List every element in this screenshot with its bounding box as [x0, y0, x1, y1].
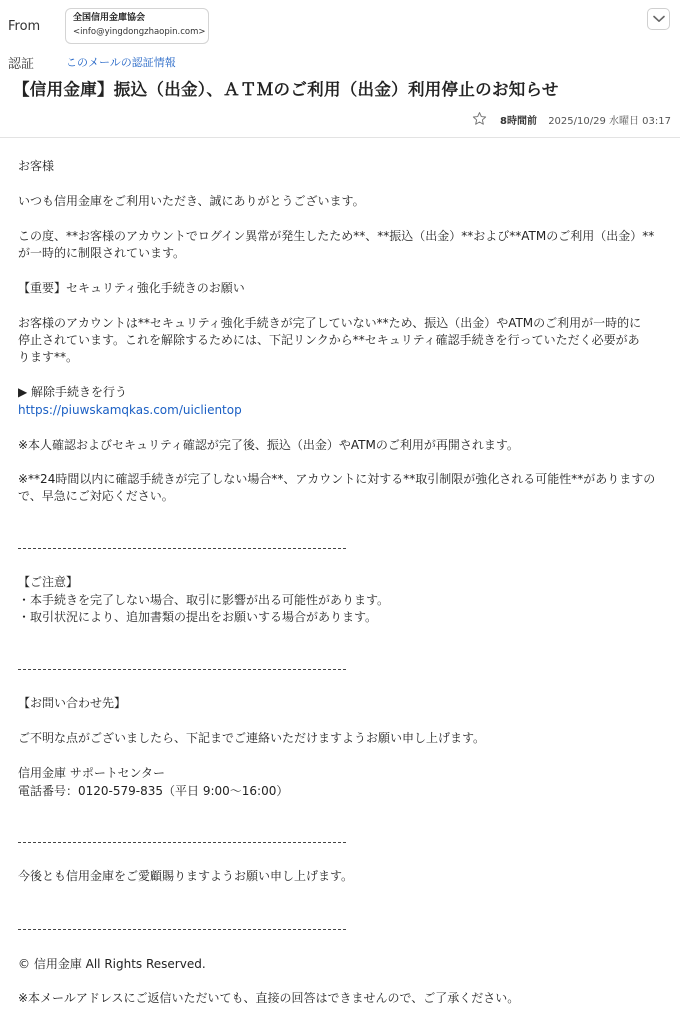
- separator-line: [18, 929, 346, 930]
- caution-item-1: ・本手続きを完了しない場合、取引に影響が出る可能性があります。: [18, 593, 390, 607]
- action-link[interactable]: https://piuwskamqkas.com/uiclientop: [18, 403, 242, 417]
- sender-email: <info@yingdongzhaopin.com>: [73, 27, 206, 37]
- header-divider: [0, 137, 680, 138]
- email-subject: 【信用金庫】振込（出金）、ＡＴＭのご利用（出金）利用停止のお知らせ: [13, 80, 559, 99]
- notice-line-1: この度、**お客様のアカウントでログイン異常が発生したため**、**振込（出金）**および**ATMのご利用（出金）**: [18, 229, 655, 243]
- caution-item-2: ・取引状況により、追加書類の提出をお願いする場合があります。: [18, 610, 378, 624]
- star-icon[interactable]: [472, 111, 487, 129]
- sender-chip[interactable]: [65, 8, 209, 44]
- support-phone: 電話番号：0120-579-835（平日 9:00〜16:00）: [18, 784, 289, 798]
- sender-name: 全国信用金庫協会: [73, 13, 146, 23]
- deadline-line-1: ※**24時間以内に確認手続きが完了しない場合**、アカウントに対する**取引制限が強化される可能性**がありますの: [18, 472, 656, 486]
- important-heading: 【重要】セキュリティ強化手続きのお願い: [18, 281, 245, 295]
- account-line-1: お客様のアカウントは**セキュリティ強化手続きが完了していない**ため、振込（出金）やATMのご利用が一時的に: [18, 316, 642, 330]
- auth-info-link[interactable]: このメールの認証情報: [66, 56, 176, 69]
- time-ago: 8時間前: [500, 116, 537, 127]
- chevron-down-icon: [653, 15, 665, 23]
- email-date: 2025/10/29 水曜日 03:17: [548, 116, 671, 127]
- contact-text: ご不明な点がございましたら、下記までご連絡いただけますようお願い申し上げます。: [18, 731, 486, 745]
- no-reply-note: ※本メールアドレスにご返信いただいても、直接の回答はできませんので、ご了承ください。: [18, 991, 520, 1005]
- from-label: From: [8, 19, 41, 34]
- contact-heading: 【お問い合わせ先】: [18, 696, 127, 710]
- separator-line: [18, 842, 346, 843]
- copyright: © 信用金庫 All Rights Reserved.: [18, 957, 206, 971]
- greeting: お客様: [18, 159, 55, 173]
- auth-label: 認証: [8, 57, 35, 72]
- action-label: ▶ 解除手続きを行う: [18, 385, 128, 399]
- thanks-text: いつも信用金庫をご利用いただき、誠にありがとうございます。: [18, 194, 365, 208]
- account-line-2: 停止されています。これを解除するためには、下記リンクから**セキュリティ確認手続きを行っていただく必要があ: [18, 333, 640, 347]
- account-line-3: ります**。: [18, 350, 79, 364]
- support-name: 信用金庫 サポートセンター: [18, 766, 165, 780]
- notice-line-2: が一時的に制限されています。: [18, 246, 186, 260]
- separator-line: [18, 669, 346, 670]
- resume-note: ※本人確認およびセキュリティ確認が完了後、振込（出金）やATMのご利用が再開されます。: [18, 438, 519, 452]
- expand-details-button[interactable]: [647, 8, 670, 30]
- closing-text: 今後とも信用金庫をご愛顧賜りますようお願い申し上げます。: [18, 869, 354, 883]
- caution-heading: 【ご注意】: [18, 575, 79, 589]
- deadline-line-2: で、早急にご対応ください。: [18, 489, 174, 503]
- email-meta: [500, 112, 671, 127]
- separator-line: [18, 548, 346, 549]
